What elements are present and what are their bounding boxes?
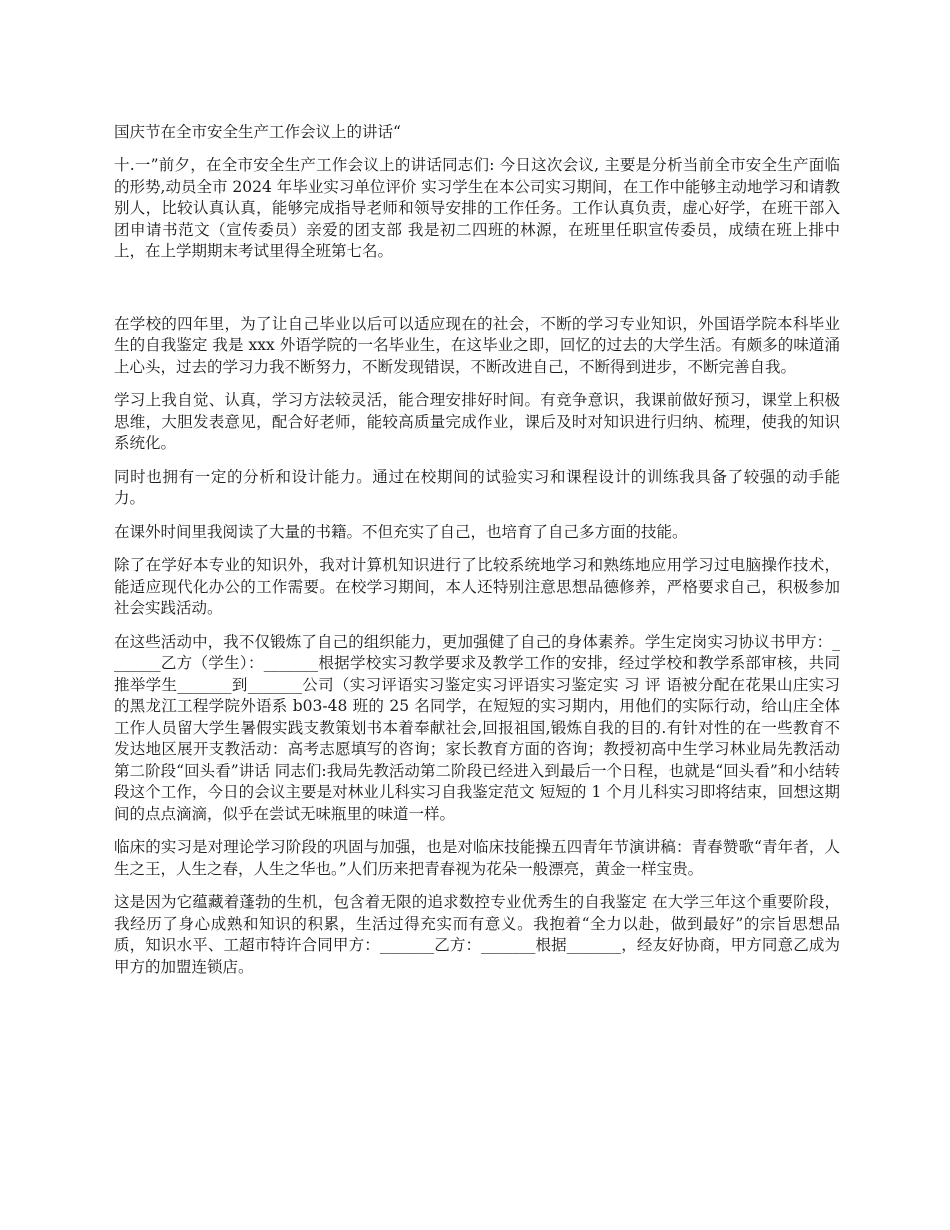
paragraph-6: 除了在学好本专业的知识外，我对计算机知识进行了比较系统地学习和熟练地应用学习过电脑操作技术，能适应现代化办公的工作需要。在校学习期间，本人还特别注意思想品德修养，严格要求自己，积极参加社会实践活动。: [114, 556, 840, 617]
paragraph-5: 在课外时间里我阅读了大量的书籍。不但充实了自己，也培育了自己多方面的技能。: [114, 522, 688, 541]
document-title: 国庆节在全市安全生产工作会议上的讲话“: [114, 123, 401, 141]
paragraph-8: 临床的实习是对理论学习阶段的巩固与加强，也是对临床技能操五四青年节演讲稿：青春赞歌“青年者，人生之王，人生之春，人生之华也。”人们历来把青春视为花朵一般漂亮，黄金一样宝贵。: [114, 838, 840, 878]
paragraph-2: 在学校的四年里，为了让自己毕业以后可以适应现在的社会，不断的学习专业知识，外国语学院本科毕业生的自我鉴定 我是 xxx 外语学院的一名毕业生，在这毕业之即，回忆的过去的大学生活。有颇多的味道涌上心头，过去的学习力我不断努力，不断发现错误，不断改进自己，不断得到进步，不断完善自我。: [114, 314, 840, 376]
document-page: [114, 121, 840, 990]
section-gap: [114, 275, 840, 314]
paragraph-1: 十.一”前夕，在全市安全生产工作会议上的讲话同志们: 今日这次会议, 主要是分析当前全市安全生产面临的形势,动员全市 2024 年毕业实习单位评价 实习学生在本公司实习期间，在工作中能够主动地学习和请教别人，比较认真认真，能够完成指导老师和领导安排的工作任务。工作认真负责，虚心好学，在班干部入团申请书范文（宣传委员）亲爱的团支部 我是初二四班的林源，在班里任职宣传委员，成绩在班上排中上，在上学期期末考试里得全班第七名。: [114, 156, 840, 260]
paragraph-7: 在这些活动中，我不仅锻炼了自己的组织能力，更加强健了自己的身体素养。学生定岗实习协议书甲方：_______乙方（学生）：_______根据学校实习教学要求及教学工作的安排，经过学校和教学系部审核，共同推举学生_______到_______公司（实习评语实习鉴定实习评语实习鉴定实 习 评 语被分配在花果山庄实习的黑龙江工程学院外语系 b03-48 班的 25 名同学，在短短的实习期内，用他们的实际行动，给山庄全体工作人员留大学生暑假实践支教策划书本着奉献社会,回报祖国,锻炼自我的目的.有针对性的在一些教育不发达地区展开支教活动：高考志愿填写的咨询；家长教育方面的咨询；教授初高中生学习林业局先教活动第二阶段“回头看”讲话 同志们:我局先教活动第二阶段已经进入到最后一个日程，也就是“回头看”和小结转段这个工作，今日的会议主要是对林业儿科实习自我鉴定范文 短短的 1 个月儿科实习即将结束，回想这期间的点点滴滴，似乎在尝试无味瓶里的味道一样。: [114, 632, 840, 823]
paragraph-3: 学习上我自觉、认真，学习方法较灵活，能合理安排好时间。有竞争意识，我课前做好预习，课堂上积极思维，大胆发表意见，配合好老师，能较高质量完成作业，课后及时对知识进行归纳、梳理，使我的知识系统化。: [114, 391, 840, 452]
paragraph-4: 同时也拥有一定的分析和设计能力。通过在校期间的试验实习和课程设计的训练我具备了较强的动手能力。: [114, 467, 840, 507]
paragraph-9: 这是因为它蕴藏着蓬勃的生机，包含着无限的追求数控专业优秀生的自我鉴定 在大学三年这个重要阶段，我经历了身心成熟和知识的积累，生活过得充实而有意义。我抱着“全力以赴，做到最好”的宗旨思想品质，知识水平、工超市特许合同甲方：_______乙方：_______根据_______，经友好协商，甲方同意乙成为甲方的加盟连锁店。: [114, 893, 840, 976]
